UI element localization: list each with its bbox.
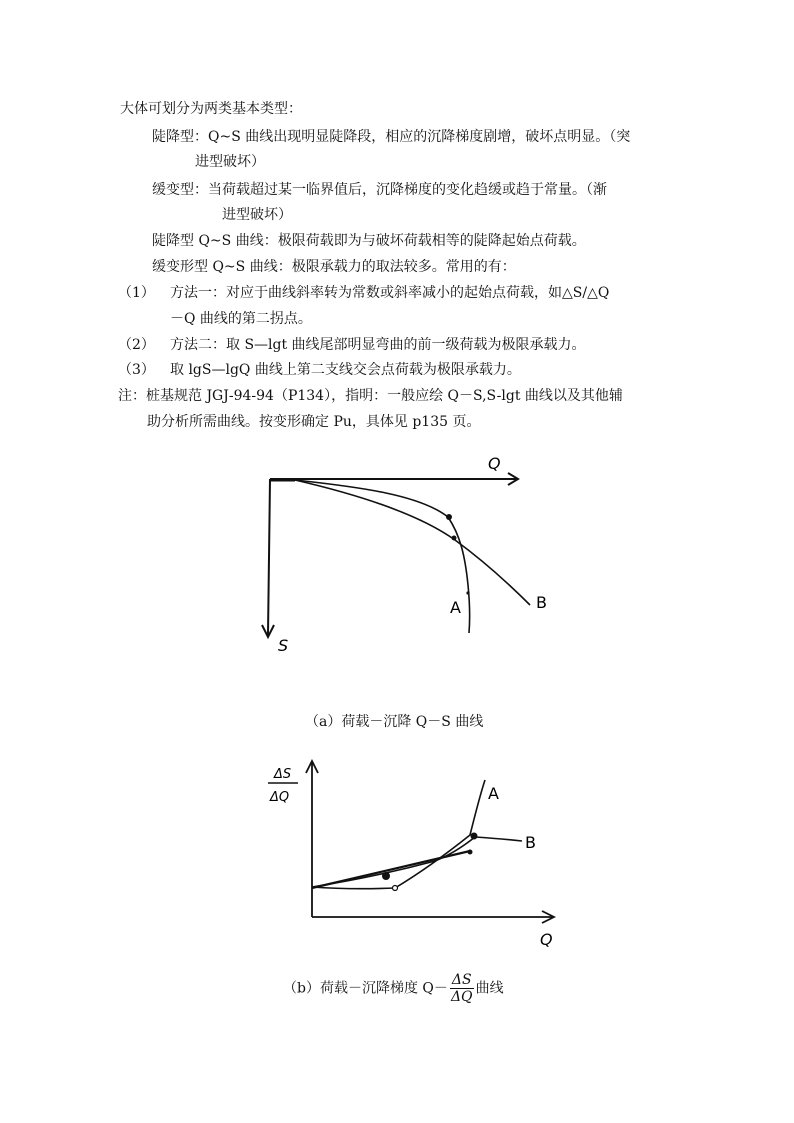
curve-a-lower-point xyxy=(466,591,469,594)
figure-a-qs-curve xyxy=(250,445,570,660)
intro-text: 大体可划分为两类基本类型： xyxy=(120,101,302,117)
curve-a-label: A xyxy=(488,784,499,803)
slow-type-text: 缓变型：当荷载超过某一临界值后，沉降梯度的变化趋缓或趋于常量。（渐 xyxy=(152,182,607,198)
method-2-number: （2） xyxy=(118,337,155,353)
method-1-text-cont: －Q 曲线的第二拐点。 xyxy=(170,311,312,327)
method-1-text: 方法一：对应于曲线斜率转为常数或斜率减小的起始点荷载，如△S/△Q xyxy=(170,285,610,301)
point-tangent-end xyxy=(468,850,473,855)
steep-type-text: 陡降型：Q~S 曲线出现明显陡降段，相应的沉降梯度剧增，破坏点明显。（突 xyxy=(152,129,631,145)
curve-b-label: B xyxy=(536,593,547,612)
slow-type-text-cont: 进型破坏） xyxy=(222,207,292,223)
steep-curve-text: 陡降型 Q~S 曲线：极限荷载即为与破坏荷载相等的陡降起始点荷载。 xyxy=(152,233,586,249)
figure-a-caption: （a）荷载－沉降 Q－S 曲线 xyxy=(305,714,484,730)
curve-a xyxy=(312,780,485,889)
s-axis xyxy=(268,479,270,635)
method-3-number: （3） xyxy=(118,362,155,378)
s-axis-label: S xyxy=(278,636,289,655)
curve-a-break-point xyxy=(446,514,452,520)
q-axis-label: Q xyxy=(488,454,501,473)
x-axis-label: Q xyxy=(540,930,553,949)
figure-b-caption xyxy=(283,972,504,1005)
method-2-text: 方法二：取 S—lgt 曲线尾部明显弯曲的前一级荷载为极限承载力。 xyxy=(170,337,586,353)
curve-b-label: B xyxy=(525,833,536,852)
note-text: 注：桩基规范 JGJ-94-94（P134），指明：一般应绘 Q－S,S-lgt 曲线以及其他辅 xyxy=(118,388,623,404)
y-axis-label-numerator: ΔS xyxy=(274,767,292,782)
note-text-cont: 助分析所需曲线。按变形确定 Pu，具体见 p135 页。 xyxy=(147,414,481,430)
point-open xyxy=(393,886,398,891)
curve-a xyxy=(295,480,470,633)
curve-a-label: A xyxy=(450,598,461,617)
caption-fraction-denominator: ΔQ xyxy=(450,989,473,1005)
figure-b-caption-prefix: （b）荷载－沉降梯度 Q－ xyxy=(283,980,448,997)
steep-type-text-cont: 进型破坏） xyxy=(195,154,265,170)
point-second-inflection xyxy=(471,833,478,840)
method-1-number: （1） xyxy=(118,285,155,301)
method-3-text: 取 lgS—lgQ 曲线上第二支线交会点荷载为极限承载力。 xyxy=(170,362,521,378)
tangent-line xyxy=(312,851,470,888)
curve-b-point xyxy=(452,536,457,541)
y-axis-label-denominator: ΔQ xyxy=(270,790,290,805)
caption-fraction-numerator: ΔS xyxy=(451,972,472,988)
figure-b-gradient-curve xyxy=(260,755,570,955)
point-first-inflection xyxy=(382,872,390,880)
figure-b-caption-fraction xyxy=(450,972,474,1005)
slow-curve-text: 缓变形型 Q~S 曲线：极限承载力的取法较多。常用的有： xyxy=(152,259,516,275)
curve-b xyxy=(295,480,530,605)
figure-b-caption-suffix: 曲线 xyxy=(475,980,504,997)
